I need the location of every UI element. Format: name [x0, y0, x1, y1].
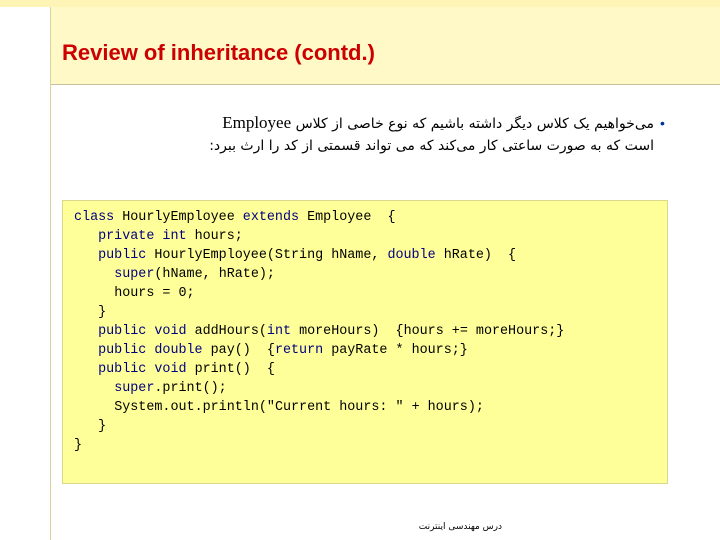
code-line: private int hours;: [98, 229, 243, 244]
code-line: public void print() {: [98, 362, 275, 377]
code-line: public void addHours(int moreHours) {hours += moreHours;}: [98, 324, 565, 339]
employee-term: Employee: [222, 113, 292, 132]
code-line: super(hName, hRate);: [114, 267, 275, 282]
code-block: [74, 208, 564, 455]
code-line: System.out.println("Current hours: " + hours);: [114, 400, 484, 415]
code-line: }: [74, 305, 107, 320]
title-divider: [50, 84, 720, 85]
code-line: public double pay() {return payRate * hours;}: [98, 343, 468, 358]
bullet-icon: •: [660, 115, 665, 131]
code-line: hours = 0;: [114, 286, 195, 301]
description-line-2: است که به صورت ساعتی کار می‌کند که می تواند قسمتی از کد را ارث ببرد:: [209, 138, 654, 154]
code-line: super.print();: [114, 381, 227, 396]
description-paragraph: [54, 112, 654, 157]
code-line: public HourlyEmployee(String hName, double hRate) {: [98, 248, 517, 263]
code-line: }: [74, 438, 83, 453]
description-line-1: [54, 112, 654, 135]
code-line: class HourlyEmployee extends Employee {: [74, 210, 396, 225]
left-divider: [50, 7, 51, 540]
code-line: }: [74, 419, 107, 434]
description-line-1-text: می‌خواهیم یک کلاس دیگر داشته باشیم که نوع خاصی از کلاس: [295, 116, 654, 132]
footer-course-name: درس مهندسی اینترنت: [418, 522, 502, 532]
slide-title: Review of inheritance (contd.): [62, 40, 375, 65]
top-band: [0, 0, 720, 7]
